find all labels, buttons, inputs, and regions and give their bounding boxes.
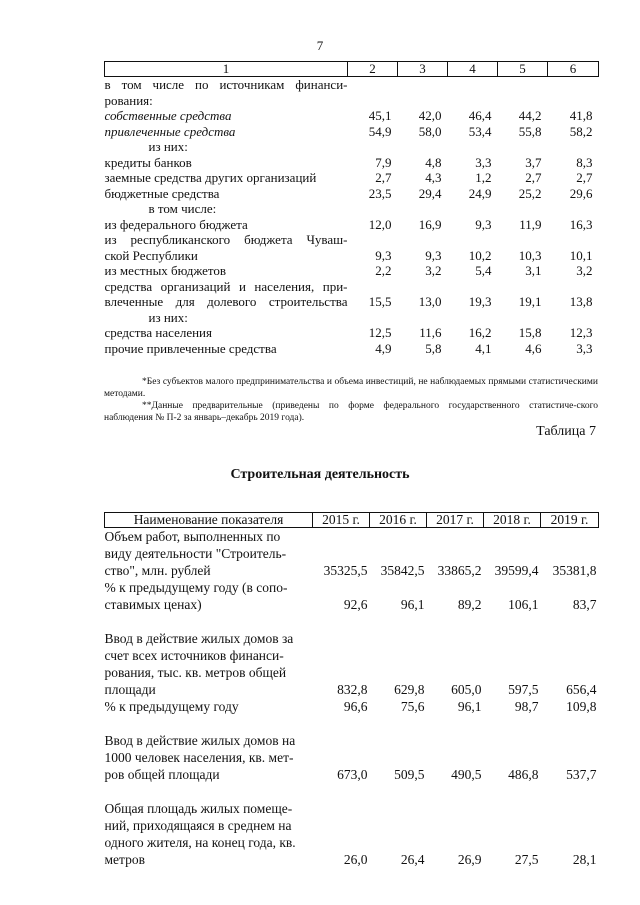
cell-value: 9,3 xyxy=(425,247,442,263)
cell-value xyxy=(370,528,427,546)
cell-value xyxy=(484,783,541,800)
table-row xyxy=(105,579,599,596)
cell-value xyxy=(370,800,427,817)
column-header: 6 xyxy=(548,62,599,77)
cell-value xyxy=(313,664,370,681)
cell-value xyxy=(448,93,498,109)
cell-value xyxy=(348,139,398,155)
construction-activity-table xyxy=(104,512,599,868)
table-row xyxy=(105,279,599,295)
cell-value xyxy=(398,201,448,217)
cell-value: 54,9 xyxy=(368,123,392,139)
cell-value: 26,4 xyxy=(400,852,425,867)
cell-value xyxy=(484,749,541,766)
row-label: рования: xyxy=(104,92,153,108)
cell-value xyxy=(548,310,599,326)
cell-value xyxy=(484,630,541,647)
cell-value xyxy=(398,93,448,109)
cell-value: 1,2 xyxy=(475,170,492,185)
cell-value xyxy=(541,732,599,749)
row-label: привлеченные средства xyxy=(104,123,236,139)
financing-sources-table xyxy=(104,61,599,356)
cell-value: 41,8 xyxy=(569,108,593,123)
cell-value xyxy=(313,647,370,664)
cell-value xyxy=(313,613,370,630)
cell-value: 4,8 xyxy=(425,154,442,170)
cell-value xyxy=(448,232,498,248)
cell-value xyxy=(370,749,427,766)
row-label: одного жителя, на конец года, кв. xyxy=(104,835,296,850)
cell-value xyxy=(541,630,599,647)
cell-value: 35842,5 xyxy=(380,563,425,578)
cell-value xyxy=(313,817,370,834)
cell-value xyxy=(541,817,599,834)
cell-value: 3,3 xyxy=(475,154,492,170)
cell-value xyxy=(427,783,484,800)
cell-value xyxy=(427,664,484,681)
table-row xyxy=(105,155,599,171)
cell-value: 8,3 xyxy=(576,154,593,170)
row-label: в том числе: xyxy=(148,201,217,216)
cell-value: 3,2 xyxy=(576,263,593,278)
column-header: 4 xyxy=(448,62,498,77)
cell-value: 486,8 xyxy=(508,767,539,782)
cell-value xyxy=(498,232,548,248)
row-label: % к предыдущему году xyxy=(104,699,239,714)
row-label: собственные средства xyxy=(104,108,232,123)
footnote-2: **Данные предварительные (приведены по форме федерального государственного статистиче-ского наблюдения № П-2 за январь–декабрь 2019 года). xyxy=(104,401,598,423)
cell-value xyxy=(370,545,427,562)
cell-value: 96,1 xyxy=(457,699,482,714)
cell-value: 13,8 xyxy=(569,294,593,309)
row-label: % к предыдущему году (в сопо- xyxy=(104,580,288,595)
cell-value xyxy=(313,545,370,562)
table-row xyxy=(105,217,599,233)
cell-value xyxy=(370,630,427,647)
cell-value xyxy=(498,310,548,326)
cell-value: 96,1 xyxy=(400,597,425,612)
cell-value: 45,1 xyxy=(368,108,392,123)
cell-value: 4,6 xyxy=(525,340,542,356)
cell-value xyxy=(484,715,541,732)
row-label: метров xyxy=(104,852,145,867)
row-label: ставимых ценах) xyxy=(104,597,202,612)
cell-value: 509,5 xyxy=(394,767,425,782)
cell-value xyxy=(370,664,427,681)
row-label: площади xyxy=(104,682,156,697)
cell-value: 109,8 xyxy=(566,699,597,714)
table-row xyxy=(105,170,599,186)
column-header: 1 xyxy=(105,62,348,77)
cell-value xyxy=(398,139,448,155)
page-number: 7 xyxy=(316,38,324,53)
cell-value: 24,9 xyxy=(468,185,492,201)
row-label: бюджетные средства xyxy=(104,185,220,201)
row-label: из них: xyxy=(148,139,188,154)
cell-value xyxy=(398,77,448,93)
cell-value: 89,2 xyxy=(457,597,482,612)
column-header: 2019 г. xyxy=(541,513,599,528)
cell-value xyxy=(370,647,427,664)
cell-value: 28,1 xyxy=(572,852,597,867)
cell-value: 23,5 xyxy=(368,185,392,201)
row-label: средства организаций и населения, при- xyxy=(104,278,348,294)
cell-value: 3,3 xyxy=(576,340,593,356)
cell-value: 53,4 xyxy=(468,123,492,139)
cell-value: 15,5 xyxy=(368,294,392,309)
cell-value xyxy=(427,528,484,546)
cell-value xyxy=(427,545,484,562)
spacer-row xyxy=(105,783,599,800)
cell-value xyxy=(348,232,398,248)
table-row xyxy=(105,647,599,664)
cell-value: 26,9 xyxy=(457,852,482,867)
cell-value xyxy=(541,715,599,732)
cell-value xyxy=(427,613,484,630)
cell-value xyxy=(313,800,370,817)
cell-value xyxy=(427,630,484,647)
table-row xyxy=(105,681,599,698)
cell-value xyxy=(313,630,370,647)
table-header-row xyxy=(105,62,599,77)
cell-value xyxy=(548,93,599,109)
cell-value xyxy=(313,783,370,800)
cell-value xyxy=(427,732,484,749)
table-row xyxy=(105,528,599,546)
cell-value xyxy=(548,77,599,93)
cell-value xyxy=(370,715,427,732)
cell-value xyxy=(313,528,370,546)
cell-value: 2,2 xyxy=(375,263,392,278)
row-label: счет всех источников финанси- xyxy=(104,648,284,663)
cell-value xyxy=(484,664,541,681)
cell-value: 13,0 xyxy=(418,294,442,309)
cell-value: 25,2 xyxy=(518,185,542,201)
row-label: ров общей площади xyxy=(104,767,220,782)
cell-value: 2,7 xyxy=(375,170,392,185)
cell-value xyxy=(348,93,398,109)
cell-value: 98,7 xyxy=(514,699,539,714)
cell-value xyxy=(370,834,427,851)
cell-value xyxy=(370,783,427,800)
cell-value: 597,5 xyxy=(508,682,539,697)
cell-value: 3,7 xyxy=(525,154,542,170)
cell-value xyxy=(448,139,498,155)
cell-value: 19,3 xyxy=(468,294,492,309)
cell-value xyxy=(398,279,448,295)
row-label xyxy=(105,715,313,732)
cell-value xyxy=(370,732,427,749)
cell-value: 96,6 xyxy=(343,699,368,714)
column-header: 2 xyxy=(348,62,398,77)
column-header: Наименование показателя xyxy=(105,513,313,528)
cell-value xyxy=(370,579,427,596)
cell-value: 490,5 xyxy=(451,767,482,782)
table-row xyxy=(105,732,599,749)
cell-value xyxy=(427,579,484,596)
row-label: ской Республики xyxy=(104,247,198,263)
cell-value: 4,1 xyxy=(475,340,492,356)
cell-value xyxy=(448,310,498,326)
cell-value xyxy=(427,749,484,766)
row-label: заемные средства других организаций xyxy=(104,170,317,185)
cell-value: 5,8 xyxy=(425,340,442,356)
cell-value: 4,9 xyxy=(375,340,392,356)
table-row xyxy=(105,834,599,851)
cell-value: 7,9 xyxy=(375,154,392,170)
cell-value xyxy=(348,201,398,217)
cell-value xyxy=(548,201,599,217)
row-label: из местных бюджетов xyxy=(104,263,227,278)
cell-value xyxy=(541,834,599,851)
cell-value xyxy=(448,201,498,217)
row-label: Ввод в действие жилых домов на xyxy=(104,733,296,748)
cell-value xyxy=(484,834,541,851)
cell-value xyxy=(370,613,427,630)
table-label: Таблица 7 xyxy=(536,424,596,439)
column-header: 2015 г. xyxy=(313,513,370,528)
cell-value: 2,7 xyxy=(576,170,593,185)
table-row xyxy=(105,263,599,279)
cell-value xyxy=(484,800,541,817)
table-row xyxy=(105,664,599,681)
cell-value: 58,2 xyxy=(569,123,593,139)
cell-value: 42,0 xyxy=(418,108,442,123)
cell-value xyxy=(541,579,599,596)
row-label: кредиты банков xyxy=(104,154,192,170)
row-label: ство", млн. рублей xyxy=(104,563,211,578)
cell-value: 11,6 xyxy=(419,325,442,340)
cell-value xyxy=(427,817,484,834)
table-row xyxy=(105,232,599,248)
cell-value: 832,8 xyxy=(337,682,368,697)
table-row xyxy=(105,294,599,310)
cell-value: 27,5 xyxy=(514,852,539,867)
table-row xyxy=(105,698,599,715)
row-label xyxy=(105,783,313,800)
cell-value: 16,3 xyxy=(569,216,593,232)
cell-value xyxy=(427,800,484,817)
table-row xyxy=(105,248,599,264)
row-label: из федерального бюджета xyxy=(104,216,248,232)
cell-value xyxy=(313,715,370,732)
cell-value xyxy=(398,232,448,248)
column-header: 3 xyxy=(398,62,448,77)
cell-value: 35381,8 xyxy=(552,563,597,578)
cell-value: 55,8 xyxy=(518,123,542,139)
cell-value xyxy=(541,528,599,546)
cell-value: 29,4 xyxy=(418,185,442,201)
cell-value xyxy=(548,139,599,155)
cell-value: 44,2 xyxy=(518,108,542,123)
cell-value xyxy=(313,579,370,596)
cell-value: 29,6 xyxy=(569,185,593,201)
row-label xyxy=(105,613,313,630)
table-row xyxy=(105,139,599,155)
table-row xyxy=(105,201,599,217)
cell-value: 12,0 xyxy=(368,216,392,232)
row-label: Объем работ, выполненных по xyxy=(104,529,281,544)
table-row xyxy=(105,108,599,124)
row-label: рования, тыс. кв. метров общей xyxy=(104,665,287,680)
row-label: прочие привлеченные средства xyxy=(104,340,277,356)
table-row xyxy=(105,310,599,326)
table-row xyxy=(105,325,599,341)
cell-value: 15,8 xyxy=(518,325,542,340)
cell-value xyxy=(548,232,599,248)
column-header: 2016 г. xyxy=(370,513,427,528)
cell-value: 11,9 xyxy=(519,216,542,232)
cell-value xyxy=(448,279,498,295)
cell-value xyxy=(313,834,370,851)
table-row xyxy=(105,341,599,357)
cell-value xyxy=(427,834,484,851)
cell-value: 673,0 xyxy=(337,767,368,782)
footnote-1: *Без субъектов малого предпринимательства и объема инвестиций, не наблюдаемых прямыми статистическими методами. xyxy=(104,377,598,399)
cell-value: 10,1 xyxy=(569,247,593,263)
cell-value: 12,3 xyxy=(569,325,593,340)
cell-value: 10,2 xyxy=(468,247,492,263)
cell-value: 35325,5 xyxy=(323,563,368,578)
cell-value xyxy=(313,732,370,749)
row-label: ний, приходящаяся в среднем на xyxy=(104,818,292,833)
cell-value xyxy=(484,579,541,596)
cell-value xyxy=(484,817,541,834)
cell-value: 92,6 xyxy=(343,597,368,612)
table-row xyxy=(105,630,599,647)
table-row xyxy=(105,766,599,783)
cell-value xyxy=(427,647,484,664)
row-label: Общая площадь жилых помеще- xyxy=(104,801,293,816)
cell-value: 656,4 xyxy=(566,682,597,697)
table-row xyxy=(105,562,599,579)
spacer-row xyxy=(105,715,599,732)
cell-value: 12,5 xyxy=(368,325,392,340)
cell-value: 26,0 xyxy=(343,852,368,867)
cell-value xyxy=(541,664,599,681)
cell-value: 106,1 xyxy=(508,597,539,612)
cell-value xyxy=(498,201,548,217)
table-header-row xyxy=(105,513,599,528)
cell-value xyxy=(484,545,541,562)
row-label: из них: xyxy=(148,309,188,325)
cell-value: 58,0 xyxy=(418,123,442,139)
cell-value xyxy=(541,613,599,630)
cell-value xyxy=(541,545,599,562)
section-title: Строительная деятельность xyxy=(230,467,410,482)
cell-value: 10,3 xyxy=(518,247,542,263)
table-row xyxy=(105,800,599,817)
row-label: виду деятельности "Строитель- xyxy=(104,546,287,561)
cell-value: 33865,2 xyxy=(437,563,482,578)
cell-value xyxy=(484,647,541,664)
cell-value xyxy=(541,783,599,800)
table-row xyxy=(105,545,599,562)
row-label: из республиканского бюджета Чуваш- xyxy=(104,232,348,247)
cell-value: 3,2 xyxy=(425,263,442,278)
cell-value: 3,1 xyxy=(525,263,542,278)
table-row xyxy=(105,817,599,834)
row-label: Ввод в действие жилых домов за xyxy=(104,631,294,646)
cell-value: 2,7 xyxy=(525,170,542,185)
cell-value xyxy=(370,817,427,834)
cell-value: 537,7 xyxy=(566,767,597,782)
table-row xyxy=(105,186,599,202)
row-label: средства населения xyxy=(104,325,212,340)
cell-value: 629,8 xyxy=(394,682,425,697)
table-row xyxy=(105,93,599,109)
cell-value: 4,3 xyxy=(425,170,442,185)
cell-value xyxy=(484,732,541,749)
row-label: 1000 человек населения, кв. мет- xyxy=(104,750,294,765)
cell-value xyxy=(484,613,541,630)
column-header: 5 xyxy=(498,62,548,77)
cell-value: 9,3 xyxy=(475,216,492,232)
cell-value: 83,7 xyxy=(572,597,597,612)
cell-value xyxy=(498,77,548,93)
cell-value xyxy=(348,310,398,326)
cell-value xyxy=(313,749,370,766)
table-row xyxy=(105,77,599,93)
cell-value xyxy=(548,279,599,295)
cell-value xyxy=(541,800,599,817)
cell-value xyxy=(498,279,548,295)
cell-value: 16,2 xyxy=(468,325,492,340)
cell-value xyxy=(541,749,599,766)
cell-value xyxy=(541,647,599,664)
cell-value xyxy=(498,93,548,109)
cell-value: 5,4 xyxy=(475,263,492,278)
table-row xyxy=(105,851,599,868)
cell-value: 16,9 xyxy=(418,216,442,232)
cell-value xyxy=(498,139,548,155)
cell-value: 19,1 xyxy=(518,294,542,309)
cell-value xyxy=(348,77,398,93)
row-label: влеченные для долевого строительства xyxy=(104,294,348,309)
table-row xyxy=(105,749,599,766)
cell-value xyxy=(427,715,484,732)
cell-value: 75,6 xyxy=(400,699,425,714)
column-header: 2017 г. xyxy=(427,513,484,528)
cell-value: 9,3 xyxy=(375,247,392,263)
cell-value xyxy=(348,279,398,295)
cell-value: 605,0 xyxy=(451,682,482,697)
cell-value: 46,4 xyxy=(468,108,492,123)
column-header: 2018 г. xyxy=(484,513,541,528)
table-row xyxy=(105,596,599,613)
cell-value xyxy=(484,528,541,546)
cell-value xyxy=(448,77,498,93)
spacer-row xyxy=(105,613,599,630)
cell-value: 39599,4 xyxy=(494,563,539,578)
table-row xyxy=(105,124,599,140)
row-label: в том числе по источникам финанси- xyxy=(104,77,348,92)
cell-value xyxy=(398,310,448,326)
